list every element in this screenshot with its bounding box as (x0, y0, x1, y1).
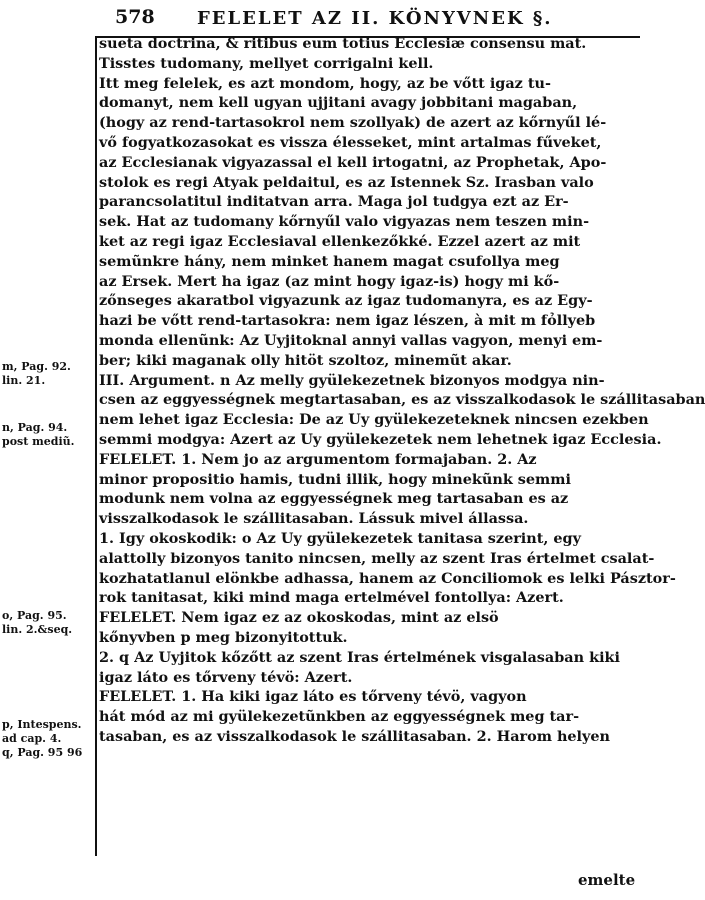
text-line: domanyt, nem kell ugyan ujjitani avagy jobbitani magaban, (99, 94, 578, 112)
text-line: kőnyvben p meg bizonyitottuk. (99, 628, 348, 646)
catchword: emelte (578, 871, 636, 889)
text-line: csen az eggyességnek megtartasaban, es az visszalkodasok le szállitasaban (99, 391, 705, 409)
text-line: modunk nem volna az eggyességnek meg tartasaban es az (99, 490, 569, 508)
text-line: visszalkodasok le szállitasaban. Lássuk mivel állassa. (99, 510, 529, 528)
text-line: parancsolatitul inditatvan arra. Maga jol tudgya ezt az Er- (99, 193, 569, 211)
text-line: (hogy az rend-tartasokrol nem szollyak) de azert az kőrnyűl lé- (99, 114, 607, 132)
margin-notes (0, 0, 93, 900)
text-line: Tisstes tudomany, mellyet corrigalni kell. (99, 54, 434, 72)
margin-note: m, Pag. 92. lin. 21. (2, 360, 71, 387)
margin-note: o, Pag. 95. lin. 2.&seq. (2, 609, 73, 636)
text-line: alattolly bizonyos tanito nincsen, melly az szent Iras értelmet csalat- (99, 549, 655, 567)
column-rule (95, 36, 97, 856)
text-line: az Ecclesianak vigyazassal el kell irtogatni, az Prophetak, Apo- (99, 153, 607, 171)
text-line: hát mód az mi gyülekezetũnkben az eggyességnek meg tar- (99, 708, 580, 726)
text-line: stolok es regi Atyak peldaitul, es az Istennek Sz. Irasban valo (99, 173, 594, 191)
text-line: sek. Hat az tudomany kőrnyűl valo vigyazas nem teszen min- (99, 213, 590, 231)
text-line: FELELET. 1. Ha kiki igaz láto es tőrveny tévö, vagyon (99, 688, 527, 706)
text-line: ber; kiki maganak olly hitöt szoltoz, minemũt akar. (99, 351, 512, 369)
text-line: semmi modgya: Azert az Uy gyülekezetek nem lehetnek igaz Ecclesia. (99, 430, 662, 448)
text-line: zőnseges akaratbol vigyazunk az igaz tudomanyra, es az Egy- (99, 292, 593, 310)
page-header (95, 2, 640, 38)
text-line: FELELET. Nem igaz ez az okoskodas, mint az elsö (99, 609, 499, 627)
text-line: 2. q Az Uyjitok kőzőtt az szent Iras értelmének visgalasaban kiki (99, 648, 620, 666)
text-line: vő fogyatkozasokat es vissza élesseket, mint artalmas fűveket, (99, 133, 602, 151)
text-line: sueta doctrina, & ritibus eum totius Ecclesiæ consensu mat. (99, 35, 587, 52)
text-line: tasaban, es az visszalkodasok le szállitasaban. 2. Harom helyen (99, 727, 611, 745)
text-line: III. Argument. n Az melly gyülekezetnek bizonyos modgya nin- (99, 371, 605, 389)
main-text-column (99, 34, 705, 864)
text-line: FELELET. 1. Nem jo az argumentom formajaban. 2. Az (99, 450, 537, 468)
text-line: az Ersek. Mert ha igaz (az mint hogy igaz-is) hogy mi kő- (99, 272, 560, 290)
text-line: semũnkre hány, nem minket hanem magat csufollya meg (99, 252, 560, 270)
text-line: ket az regi igaz Ecclesiaval ellenkezőkké. Ezzel azert az mit (99, 232, 581, 250)
text-line: monda ellenũnk: Az Uyjitoknal annyi vallas vagyon, menyi em- (99, 331, 603, 349)
text-line: rok tanitasat, kiki mind maga ertelmével fontollya: Azert. (99, 589, 564, 607)
text-line: kozhatatlanul elönkbe adhassa, hanem az Conciliomok es lelki Pásztor- (99, 569, 676, 587)
text-line: Itt meg felelek, es azt mondom, hogy, az be vőtt igaz tu- (99, 74, 551, 92)
margin-note: p, Intespens. ad cap. 4. q, Pag. 95 96 (2, 718, 83, 759)
text-line: 1. Igy okoskodik: o Az Uy gyülekezetek tanitasa szerint, egy (99, 529, 581, 547)
text-line: minor propositio hamis, tudni illik, hogy minekũnk semmi (99, 470, 571, 488)
page-number: 578 (115, 6, 155, 28)
text-line: nem lehet igaz Ecclesia: De az Uy gyülekezeteknek nincsen ezekben (99, 411, 649, 429)
margin-note: n, Pag. 94. post mediũ. (2, 421, 75, 448)
text-line: hazi be vőtt rend-tartasokra: nem igaz lészen, à mit m fỏllyeb (99, 312, 596, 330)
running-head: FELELET AZ II. KÖNYVNEK §. (197, 8, 553, 29)
text-line: igaz láto es tőrveny tévö: Azert. (99, 668, 353, 686)
